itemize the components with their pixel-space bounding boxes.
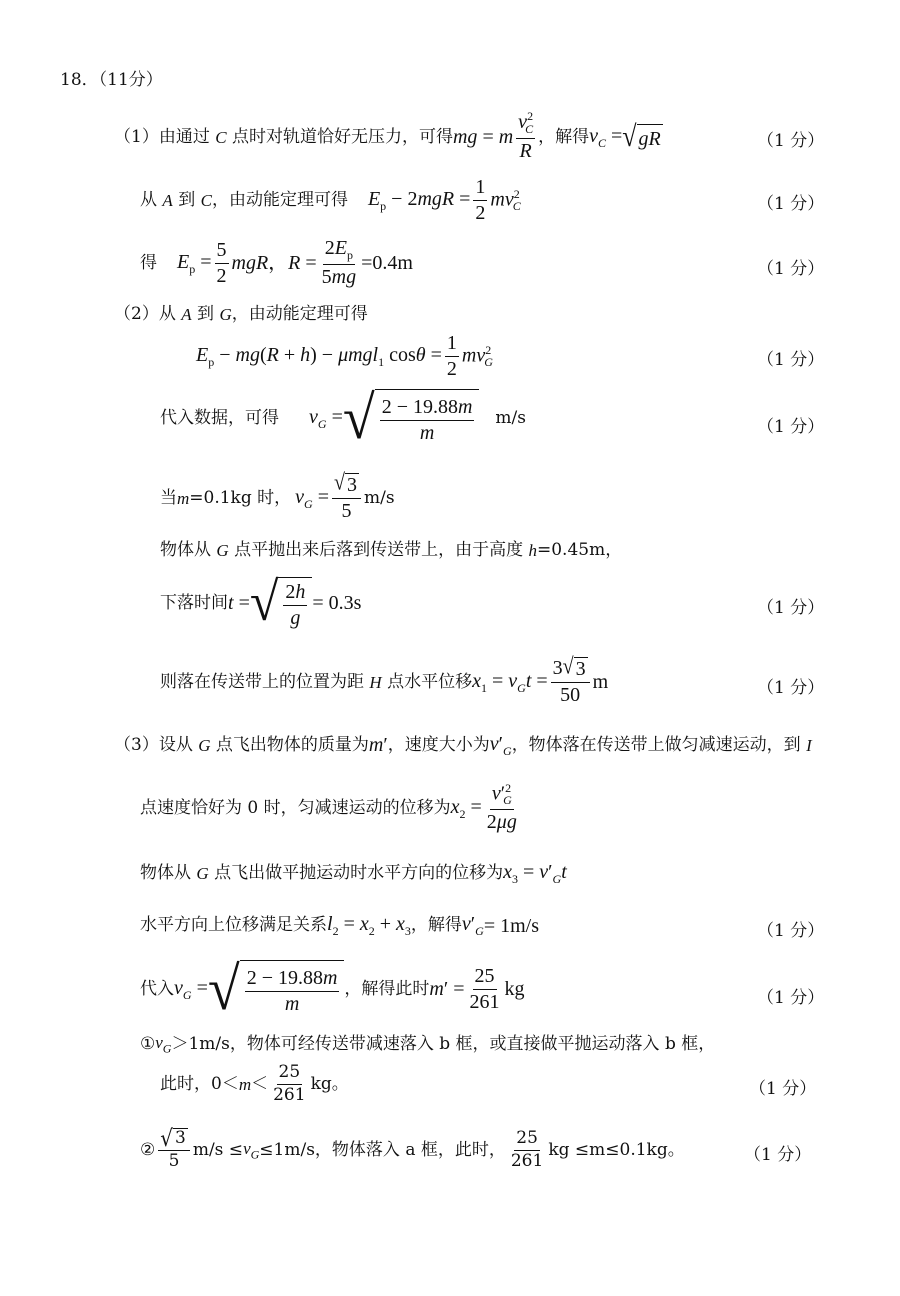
text: ，物体落在传送带上做匀减速运动，到 bbox=[511, 734, 801, 755]
text: m bbox=[238, 1074, 252, 1094]
text: A bbox=[162, 190, 173, 210]
p1-line1: （1）由通过 C 点时对轨道恰好无压力，可得 mg = m $\frac{v^2_C}{R}$ ，解得 $v_C$ = √ gR bbox=[114, 109, 661, 162]
text: ，解得 bbox=[538, 126, 590, 147]
text: 从 bbox=[140, 189, 157, 210]
fraction: $\frac{1}{2}$ bbox=[475, 175, 486, 224]
text: m bbox=[177, 488, 190, 508]
text: 代入数据，可得 bbox=[160, 407, 279, 428]
score-label: （1 分） bbox=[757, 259, 825, 279]
p2-energy-eq: $E_p - mg(R + h) - \mu mgl_1$ cosθ = $\frac{1}{2}$ $mv^2_G$ bbox=[196, 331, 493, 380]
text: H bbox=[369, 672, 382, 692]
text: 水平方向上位移满足关系 bbox=[140, 915, 327, 935]
p3-line3: 物体从 G 点飞出做平抛运动时水平方向的位移为 $x_3 = v'_Gt$ bbox=[140, 861, 567, 886]
text: 0.4m bbox=[372, 252, 413, 274]
text: 点时对轨道恰好无压力，可得 bbox=[231, 126, 453, 147]
text: A bbox=[181, 305, 192, 324]
fraction: 3 √ 3 50 bbox=[551, 657, 590, 707]
p2-when: 当 m =0.1kg 时， $v_G$ = √ 3 5 m/s bbox=[160, 470, 395, 523]
text: G bbox=[196, 864, 209, 883]
text: 下落时间 bbox=[160, 592, 228, 613]
text: G bbox=[216, 541, 229, 560]
text: G bbox=[219, 305, 232, 324]
sqrt: √ gR bbox=[622, 119, 661, 154]
text: C bbox=[200, 190, 212, 210]
text: 得 bbox=[140, 252, 157, 273]
fraction: $\frac{25}{261}$ bbox=[273, 1061, 306, 1105]
fraction: $\frac{25}{261}$ bbox=[469, 964, 500, 1013]
score-label: （1 分） bbox=[757, 350, 825, 370]
fraction: √ 3 5 bbox=[332, 473, 361, 523]
score-label: （1 分） bbox=[757, 678, 825, 698]
score-label: （1 分） bbox=[744, 1145, 812, 1165]
text: =0.45m， bbox=[537, 540, 623, 560]
text: ，由动能定理可得 bbox=[231, 304, 368, 324]
text: 点平抛出来后落到传送带上，由于高度 bbox=[234, 540, 524, 560]
p3-line1: （3）设从 G 点飞出物体的质量为 m′ ，速度大小为 $v'_G$ ，物体落在传送带上做匀减速运动，到 I bbox=[114, 732, 812, 758]
sqrt: √ $\frac{2 - 19.88m}{m}$ bbox=[343, 389, 480, 447]
p2-fall bbox=[160, 542, 622, 559]
text: 则落在传送带上的位置为距 bbox=[160, 671, 364, 692]
text: ，速度大小为 bbox=[387, 734, 490, 755]
fraction: $\frac{5}{2}$ bbox=[216, 238, 227, 287]
score-label: （1 分） bbox=[757, 598, 825, 618]
p1-line2: 从 A 到 C ，由动能定理可得 $E_p - 2mgR$ = $\frac{1}{2}$ $mv^2_C$ bbox=[140, 175, 521, 224]
text: 点速度恰好为 0 时，匀减速运动的位移为 bbox=[140, 797, 451, 818]
text: （1）由通过 bbox=[114, 126, 210, 147]
text: 点水平位移 bbox=[387, 671, 473, 692]
text: = 0.3s bbox=[312, 592, 362, 614]
text: = 1m/s bbox=[483, 914, 540, 937]
score-label: （1 分） bbox=[757, 417, 825, 437]
p1-line3: 得 $E_p$ = $\frac{5}{2}$ mgR，R = $\frac{2E_p}{5mg}$ = 0.4m bbox=[140, 237, 413, 288]
text: ≤1m/s，物体落入 a 框，此时， bbox=[259, 1139, 506, 1160]
text: m/s ≤ bbox=[192, 1139, 244, 1160]
p2-substitute: 代入数据，可得 $v_G$ = √ $\frac{2 - 19.88m}{m}$ m/s bbox=[160, 383, 526, 452]
text: 此时，0＜ bbox=[160, 1073, 239, 1094]
score-label: （1 分） bbox=[757, 988, 825, 1008]
fraction: $\frac{v'^2_G}{2\mu g}$ bbox=[486, 780, 517, 834]
text: kg bbox=[310, 1073, 332, 1094]
text: ＞1m/s，物体可经传送带减速落入 b 框，或直接做平抛运动落入 b 框， bbox=[171, 1033, 716, 1054]
text: （3）设从 bbox=[114, 734, 193, 755]
text: 点飞出做平抛运动时水平方向的位移为 bbox=[214, 863, 504, 883]
text: 2 − 19.88 bbox=[246, 966, 323, 989]
p2-header bbox=[114, 306, 368, 323]
p3-line2: 点速度恰好为 0 时，匀减速运动的位移为 $x_2$ = $\frac{v'^2_G}{2\mu g}$ bbox=[140, 780, 517, 834]
fraction: √ 3 5 bbox=[158, 1128, 190, 1171]
fraction: $\frac{v^2_C}{R}$ bbox=[518, 109, 534, 162]
text: ＜ bbox=[251, 1073, 269, 1094]
case1-line1: ① $v_G$ ＞1m/s，物体可经传送带减速落入 b 框，或直接做平抛运动落入 b 框， bbox=[140, 1033, 716, 1056]
score-label: （1 分） bbox=[757, 194, 825, 214]
text: ，解得 bbox=[410, 915, 462, 935]
fraction: $\frac{2E_p}{5mg}$ bbox=[321, 237, 357, 288]
fraction: $\frac{25}{261}$ bbox=[510, 1127, 544, 1171]
text: kg ≤m≤0.1kg。 bbox=[548, 1139, 685, 1160]
text: h bbox=[528, 541, 537, 560]
text: ① bbox=[140, 1033, 156, 1054]
text: G bbox=[198, 735, 211, 755]
p2-position: 则落在传送带上的位置为距 H 点水平位移 $x_1 = v_Gt$ = 3 √ 3 50 m bbox=[160, 654, 609, 707]
text: m/s bbox=[495, 407, 526, 428]
text: I bbox=[806, 735, 812, 755]
text: C bbox=[215, 127, 227, 147]
text: ，由动能定理可得 bbox=[211, 189, 348, 210]
text: 到 bbox=[197, 304, 215, 324]
sqrt: √ $\frac{2 - 19.88m}{m}$ bbox=[208, 960, 345, 1018]
text: ② bbox=[140, 1139, 156, 1160]
text: 当 bbox=[160, 487, 177, 508]
sqrt: √ $\frac{2h}{g}$ bbox=[250, 577, 313, 630]
case2-line: ② √ 3 5 m/s ≤ $v_G$ ≤1m/s，物体落入 a 框，此时， $\frac{25}{261}$ kg ≤m≤0.1kg。 bbox=[140, 1124, 685, 1171]
text: 物体从 bbox=[160, 540, 211, 560]
text: 2 − 19.88 bbox=[381, 395, 458, 418]
case1-line2 bbox=[160, 1060, 349, 1108]
text: 到 bbox=[178, 189, 196, 210]
p2-time: 下落时间 t = √ $\frac{2h}{g}$ = 0.3s bbox=[160, 572, 362, 632]
fraction: $\frac{1}{2}$ bbox=[446, 331, 457, 380]
text: =0.1kg 时， bbox=[189, 487, 292, 508]
score-label: （1 分） bbox=[749, 1079, 817, 1099]
text: m/s bbox=[363, 487, 395, 508]
p3-line4: 水平方向上位移满足关系 $l_2 = x_2 + x_3$ ，解得 $v'_G$ = 1m/s bbox=[140, 913, 540, 938]
score-label: （1 分） bbox=[757, 921, 825, 941]
question-header: 18．（11分） bbox=[60, 70, 163, 90]
text: ，解得此时 bbox=[344, 978, 430, 999]
text: （2）从 bbox=[114, 304, 176, 324]
text: 代入 bbox=[140, 978, 174, 999]
score-label: （1 分） bbox=[757, 131, 825, 151]
p3-line5: 代入 $v_G$ = √ $\frac{2 - 19.88m}{m}$ ，解得此时 m′ = $\frac{25}{261}$ kg bbox=[140, 954, 525, 1023]
text: 点飞出物体的质量为 bbox=[215, 734, 369, 755]
text: 。 bbox=[331, 1073, 349, 1094]
text: 物体从 bbox=[140, 863, 191, 883]
